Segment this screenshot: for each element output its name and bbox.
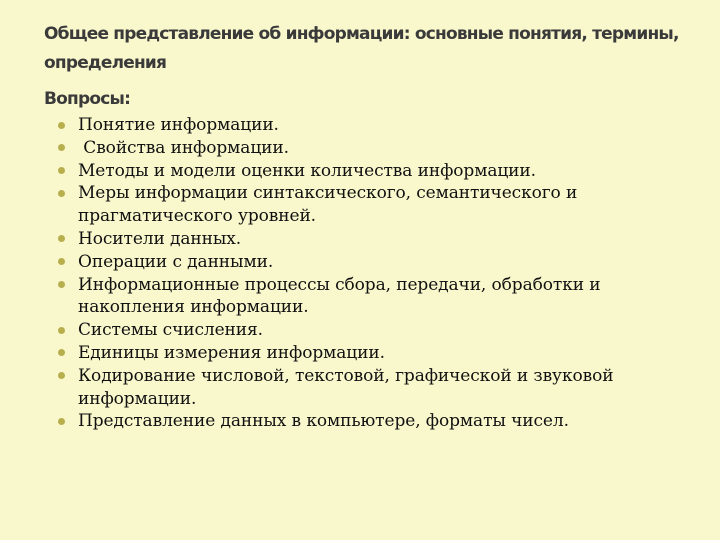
- bullet-icon: [58, 327, 65, 334]
- bullet-icon: [58, 167, 65, 174]
- bullet-icon: [58, 190, 65, 197]
- bullet-icon: [58, 258, 65, 265]
- slide-title: Общее представление об информации: основные понятия, термины, определения: [44, 24, 679, 73]
- list-item-text: Методы и модели оценки количества информации.: [78, 160, 536, 181]
- questions-label: Вопросы:: [44, 89, 131, 109]
- bullet-icon: [58, 372, 65, 379]
- list-item-text: Меры информации синтаксического, семантического и прагматического уровней.: [78, 183, 578, 227]
- bullet-icon: [58, 144, 65, 151]
- list-item: [58, 228, 708, 251]
- list-item: [58, 319, 708, 342]
- bullet-icon: [58, 235, 65, 242]
- list-item-text: Единицы измерения информации.: [78, 342, 385, 363]
- list-item: [58, 114, 708, 137]
- list-item: [58, 182, 708, 228]
- bullet-icon: [58, 122, 65, 129]
- list-item-text: Представление данных в компьютере, форматы чисел.: [78, 411, 569, 432]
- list-item: [58, 137, 708, 160]
- bullet-icon: [58, 349, 65, 356]
- bullet-icon: [58, 418, 65, 425]
- list-item-text: Кодирование числовой, текстовой, графической и звуковой информации.: [78, 365, 614, 409]
- list-item-text: Информационные процессы сбора, передачи, обработки и накопления информации.: [78, 274, 601, 318]
- questions-list: [58, 114, 708, 433]
- list-item: [58, 274, 708, 320]
- list-item-text: Понятие информации.: [78, 115, 279, 135]
- list-item-text: Свойства информации.: [78, 137, 289, 158]
- list-item: [58, 342, 708, 365]
- list-item-text: Системы счисления.: [78, 320, 263, 341]
- list-item: [58, 365, 708, 411]
- list-item: [58, 251, 708, 274]
- list-item-text: Носители данных.: [78, 228, 242, 249]
- list-item-text: Операции с данными.: [78, 251, 274, 272]
- bullet-icon: [58, 281, 65, 288]
- list-item: [58, 410, 708, 433]
- list-item: [58, 160, 708, 183]
